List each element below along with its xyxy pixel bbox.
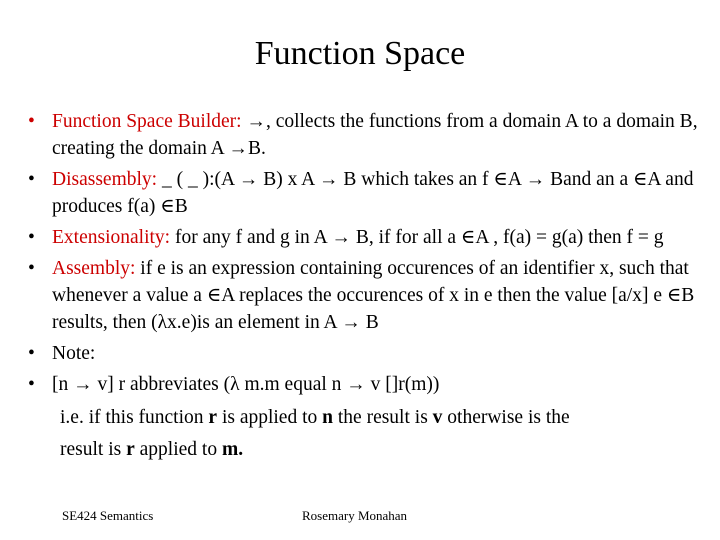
bullet-marker: •: [28, 258, 35, 279]
bullet-marker: •: [28, 343, 35, 364]
bullet-marker: •: [28, 111, 35, 132]
slide-title: Function Space: [254, 35, 466, 72]
text-span: otherwise is the: [442, 407, 570, 428]
footer-author: Rosemary Monahan: [302, 508, 408, 523]
text-span: is applied to: [217, 407, 323, 428]
bullet-label: Assembly:: [52, 258, 136, 279]
bullet-label: Disassembly:: [52, 169, 158, 190]
explanation-line-1: [60, 402, 700, 434]
text-span: the result is: [333, 407, 433, 428]
bullet-label: Function Space Builder:: [52, 111, 242, 132]
text-span: i.e. if this function: [60, 407, 209, 428]
bullet-function-space-builder: [28, 108, 700, 162]
explanation-text: [28, 402, 700, 466]
bullet-note: [28, 340, 700, 367]
bullet-text: for any f and g in A → B, if for all a ∈A , f(a) = g(a) then f = g: [170, 227, 664, 248]
text-span: applied to: [134, 439, 222, 460]
text-span: result is: [60, 439, 127, 460]
bullet-text: Note:: [52, 343, 96, 364]
bullet-abbreviation: [28, 371, 700, 398]
footer-course: SE424 Semantics: [62, 508, 154, 523]
bullet-assembly: [28, 255, 700, 336]
bold-m: m.: [221, 439, 244, 460]
bullet-text: [n → v] r abbreviates (λ m.m equal n → v []r(m)): [52, 374, 440, 395]
bullet-disassembly: [28, 166, 700, 220]
bold-n: n: [322, 407, 333, 428]
bullet-marker: •: [28, 227, 35, 248]
bold-v: v: [432, 407, 443, 428]
bullet-text: if e is an expression containing occurences of an identifier x, such that whenever a value a ∈A replaces the occurences of x in e then the value [a/x] e ∈B results, then (λx.e)is an element in A → B: [52, 258, 695, 333]
bullet-text: _ ( _ ):(A → B) x A → B which takes an f ∈A → Band an a ∈A and produces f(a) ∈B: [52, 169, 694, 217]
bullet-marker: •: [28, 374, 35, 395]
bullet-text: →, collects the functions from a domain A to a domain B, creating the domain A →B.: [52, 111, 698, 159]
bullet-list: [28, 108, 700, 466]
explanation-line-2: [60, 434, 700, 466]
bullet-extensionality: [28, 224, 700, 251]
bullet-marker: •: [28, 169, 35, 190]
bullet-label: Extensionality:: [52, 227, 171, 248]
bold-r: r: [126, 439, 135, 460]
bold-r: r: [208, 407, 218, 428]
